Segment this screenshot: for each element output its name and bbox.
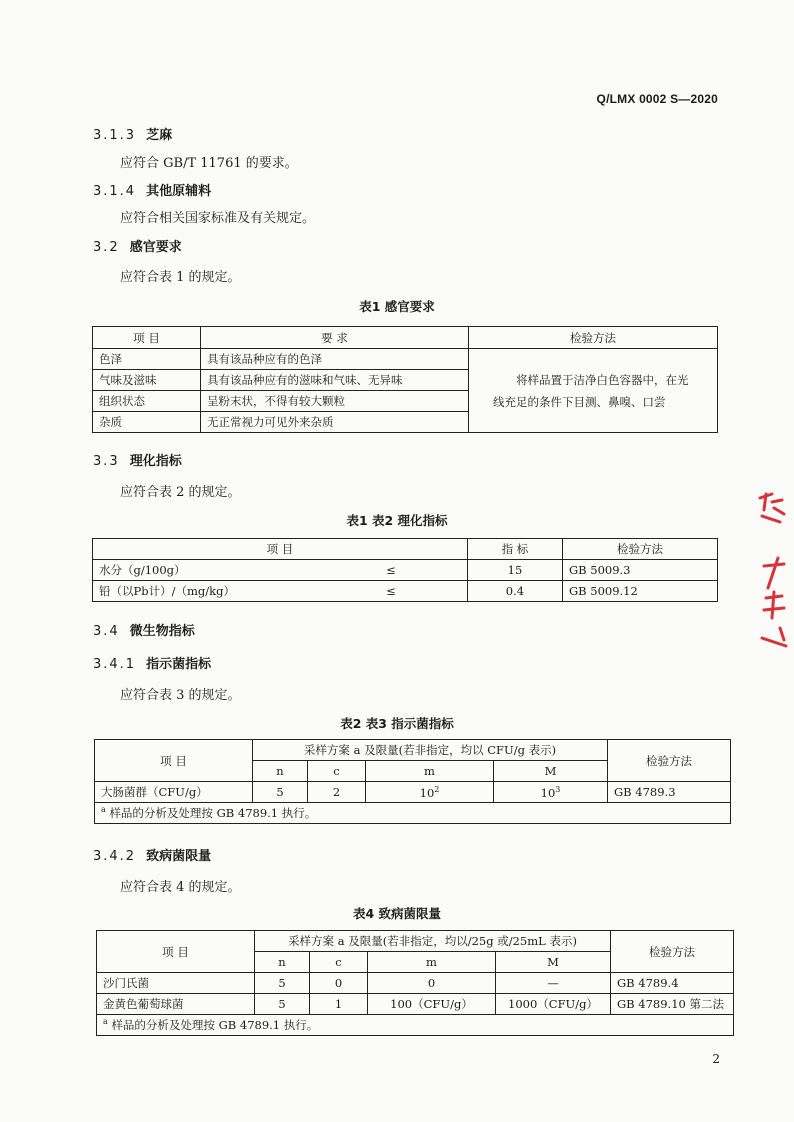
table-cell: 气味及滋味 [93,370,201,391]
table-cell: GB 5009.12 [562,581,717,602]
table-cell: 具有该品种应有的色泽 [201,349,469,370]
table-1-header-method: 检验方法 [469,327,718,349]
table-2-header-item: 项 目 [93,539,468,560]
table-4-subheader-c: c [310,952,368,973]
section-3-4-1-text: 应符合表 3 的规定。 [120,688,241,703]
table-cell: 0 [368,973,496,994]
table-cell: 金黄色葡萄球菌 [97,994,255,1015]
section-number: 3.2 [93,240,120,255]
section-3-3-heading [93,450,182,469]
table-row [97,973,734,994]
table-1-method-cell: 将样品置于洁净白色容器中，在光线充足的条件下目测、鼻嗅、口尝 [469,349,718,433]
table-cell: GB 4789.10 第二法 [611,994,734,1015]
table-cell: 5 [255,973,310,994]
table-3-header-method: 检验方法 [608,740,731,782]
table-cell: 具有该品种应有的滋味和气味、无异味 [201,370,469,391]
table-3-subheader-m: m [366,761,494,782]
table-2-header-method: 检验方法 [562,539,717,560]
section-title: 其他原辅料 [146,184,212,199]
table-row [97,994,734,1015]
table-3-header-item: 项 目 [95,740,253,782]
section-3-1-3-heading [93,124,172,143]
table-cell: 杂质 [93,412,201,433]
table-cell: 铅（以Pb计）/（mg/kg） [93,581,316,602]
table-3-footnote: $^a$ 样品的分析及处理按 GB 4789.1 执行。 [95,803,731,824]
table-cell: ≤ [315,560,467,581]
table-cell: 1 [310,994,368,1015]
section-3-4-heading [93,620,195,639]
table-cell: 5 [255,994,310,1015]
section-3-1-4-heading [93,180,211,199]
table-4-header-method: 检验方法 [611,931,734,973]
table-row [93,349,718,370]
section-title: 致病菌限量 [146,849,212,864]
document-code: Q/LMX 0002 S—2020 [596,92,718,106]
section-number: 3.4.1 [93,657,137,672]
table-cell: — [496,973,611,994]
table-4-footnote: $^a$ 样品的分析及处理按 GB 4789.1 执行。 [97,1015,734,1036]
table-4 [96,930,734,1036]
table-cell: 15 [467,560,562,581]
section-3-4-1-heading [93,653,211,672]
section-number: 3.4 [93,624,120,639]
section-title: 感官要求 [129,240,182,255]
table-3-subheader-M: M [494,761,608,782]
section-number: 3.4.2 [93,849,137,864]
table-cell: 100（CFU/g） [368,994,496,1015]
table-cell-m: $10^2$ [366,782,494,803]
section-3-4-2-heading [93,845,211,864]
table-4-subheader-M: M [496,952,611,973]
table-row [95,782,731,803]
table-cell: 0 [310,973,368,994]
table-cell: 2 [308,782,366,803]
table-cell-M: $10^3$ [494,782,608,803]
table-3-subheader-n: n [253,761,308,782]
table-4-subheader-n: n [255,952,310,973]
table-row [93,581,718,602]
table-cell: 水分（g/100g） [93,560,316,581]
page-number: 2 [712,1052,720,1066]
table-2-caption: 表1 表2 理化指标 [346,513,448,528]
section-3-3-text: 应符合表 2 的规定。 [120,485,241,500]
table-cell: 色泽 [93,349,201,370]
section-number: 3.1.3 [93,128,137,143]
table-cell: 大肠菌群（CFU/g） [95,782,253,803]
section-3-2-heading [93,236,182,255]
section-number: 3.1.4 [93,184,137,199]
table-cell: 组织状态 [93,391,201,412]
table-cell: GB 5009.3 [562,560,717,581]
table-cell: GB 4789.4 [611,973,734,994]
section-title: 微生物指标 [129,624,195,639]
table-3-caption: 表2 表3 指示菌指标 [340,716,454,731]
table-1 [92,326,718,433]
table-4-subheader-m: m [368,952,496,973]
table-cell: ≤ [315,581,467,602]
table-cell: 0.4 [467,581,562,602]
table-cell: 5 [253,782,308,803]
section-number: 3.3 [93,454,120,469]
section-3-1-3-text: 应符合 GB/T 11761 的要求。 [120,156,298,171]
section-title: 理化指标 [129,454,182,469]
table-3-header-sampling: 采样方案 a 及限量(若非指定，均以 CFU/g 表示) [253,740,608,761]
table-1-header-item: 项 目 [93,327,201,349]
section-title: 芝麻 [146,128,173,143]
section-3-1-4-text: 应符合相关国家标准及有关规定。 [120,211,316,226]
table-4-header-item: 项 目 [97,931,255,973]
table-row [93,560,718,581]
table-1-header-requirement: 要 求 [201,327,469,349]
table-4-header-sampling: 采样方案 a 及限量(若非指定，均以/25g 或/25mL 表示) [255,931,611,952]
table-4-caption: 表4 致病菌限量 [352,906,442,921]
section-3-4-2-text: 应符合表 4 的规定。 [120,880,241,895]
table-cell: 沙门氏菌 [97,973,255,994]
section-title: 指示菌指标 [146,657,212,672]
table-cell: 1000（CFU/g） [496,994,611,1015]
table-cell: GB 4789.3 [608,782,731,803]
table-1-caption: 表1 感官要求 [359,299,435,314]
table-2 [92,538,718,602]
table-3-subheader-c: c [308,761,366,782]
table-cell: 无正常视力可见外来杂质 [201,412,469,433]
table-cell: 呈粉末状，不得有较大颗粒 [201,391,469,412]
table-3 [94,739,731,824]
red-seal-stamp [754,488,788,648]
section-3-2-text: 应符合表 1 的规定。 [120,270,241,285]
table-2-header-index: 指 标 [467,539,562,560]
